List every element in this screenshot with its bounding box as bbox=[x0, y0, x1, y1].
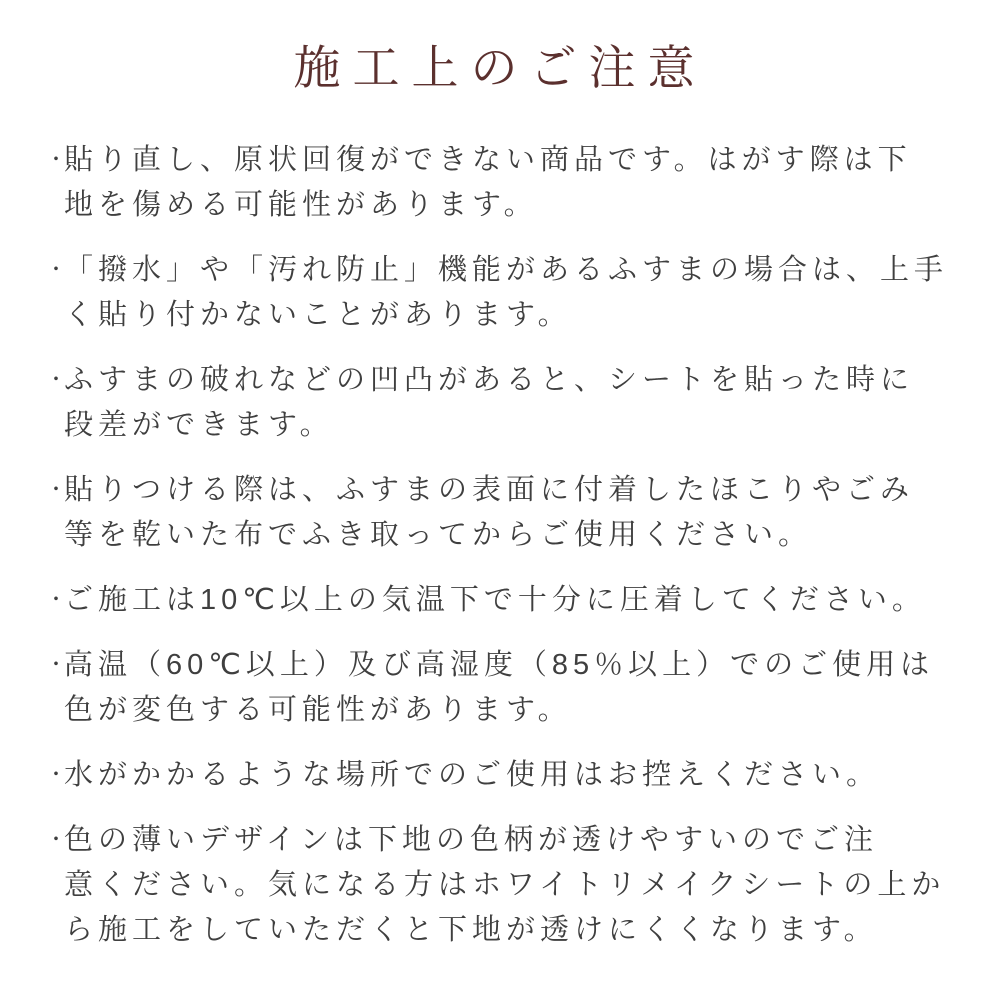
note-line: 色が変色する可能性があります。 bbox=[64, 694, 572, 727]
page-title: 施工上のご注意 bbox=[293, 41, 707, 94]
note-text bbox=[64, 248, 964, 338]
note-line: 段差ができます。 bbox=[64, 409, 334, 442]
note-line: ふすまの破れなどの凹凸があると、シートを貼った時に bbox=[64, 364, 915, 397]
note-text bbox=[64, 358, 964, 448]
note-line: 高温（60℃以上）及び高湿度（85％以上）でのご使用は bbox=[64, 649, 935, 682]
note-text bbox=[64, 138, 964, 228]
note-item-3 bbox=[46, 358, 964, 448]
note-line: 貼りつける際は、ふすまの表面に付着したほこりやごみ bbox=[64, 474, 915, 507]
note-text bbox=[64, 468, 964, 558]
note-item-7 bbox=[46, 753, 964, 798]
note-line: く貼り付かないことがあります。 bbox=[64, 299, 572, 332]
note-line: 等を乾いた布でふき取ってからご使用ください。 bbox=[64, 519, 813, 552]
bullet-dot: ・ bbox=[46, 654, 66, 677]
note-item-1 bbox=[46, 138, 964, 228]
bullet-dot: ・ bbox=[46, 259, 66, 282]
note-text bbox=[64, 818, 964, 953]
note-item-6 bbox=[46, 643, 964, 733]
note-line: 色の薄いデザインは下地の色柄が透けやすいのでご注 bbox=[64, 824, 878, 857]
note-line: ご施工は10℃以上の気温下で十分に圧着してください。 bbox=[64, 584, 926, 617]
bullet-dot: ・ bbox=[46, 589, 66, 612]
note-line: ら施工をしていただくと下地が透けにくくなります。 bbox=[64, 914, 878, 947]
note-item-4 bbox=[46, 468, 964, 558]
note-line: 意ください。気になる方はホワイトリメイクシートの上か bbox=[64, 869, 946, 902]
note-line: 「撥水」や「汚れ防止」機能があるふすまの場合は、上手 bbox=[64, 254, 949, 287]
note-item-8 bbox=[46, 818, 964, 953]
note-item-5 bbox=[46, 578, 964, 623]
bullet-dot: ・ bbox=[46, 764, 66, 787]
bullet-dot: ・ bbox=[46, 149, 66, 172]
note-text bbox=[64, 578, 964, 623]
bullet-dot: ・ bbox=[46, 479, 66, 502]
bullet-dot: ・ bbox=[46, 369, 66, 392]
note-line: 水がかかるような場所でのご使用はお控えください。 bbox=[64, 759, 881, 792]
notes-list bbox=[0, 138, 1000, 953]
bullet-dot: ・ bbox=[46, 829, 66, 852]
note-line: 地を傷める可能性があります。 bbox=[64, 189, 538, 222]
note-text bbox=[64, 753, 964, 798]
note-item-2 bbox=[46, 248, 964, 338]
note-line: 貼り直し、原状回復ができない商品です。はがす際は下 bbox=[64, 144, 912, 177]
note-text bbox=[64, 643, 964, 733]
